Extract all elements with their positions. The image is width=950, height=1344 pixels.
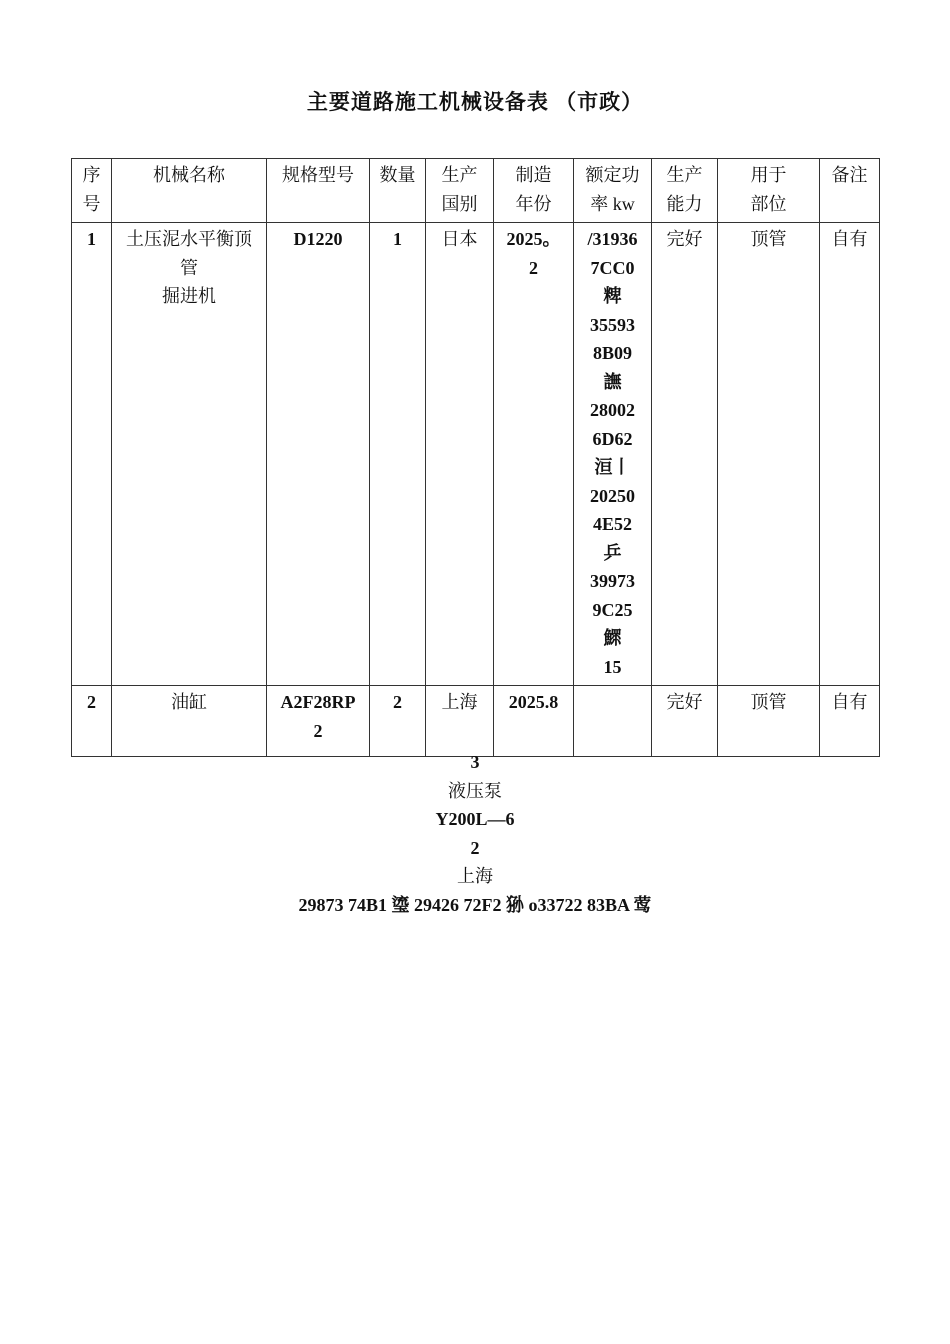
cell-country: 日本 — [426, 223, 494, 686]
cell-capacity: 完好 — [652, 223, 718, 686]
cell-index: 1 — [72, 223, 112, 686]
table-row — [72, 223, 880, 686]
header-index: 序 号 — [72, 159, 112, 223]
cell-year: 2025.8 — [494, 686, 574, 757]
cell-usage: 顶管 — [718, 223, 820, 686]
cell-remark: 自有 — [820, 686, 880, 757]
header-usage: 用于 部位 — [718, 159, 820, 223]
header-country: 生产 国别 — [426, 159, 494, 223]
cell-model: D1220 — [267, 223, 370, 686]
cell-quantity: 1 — [370, 223, 426, 686]
header-year: 制造 年份 — [494, 159, 574, 223]
cell-machine-name: 油缸 — [112, 686, 267, 757]
equipment-table — [71, 158, 880, 757]
overflow-line: 2 — [470, 837, 480, 858]
header-quantity: 数量 — [370, 159, 426, 223]
cell-model: A2F28RP 2 — [267, 686, 370, 757]
overflow-line: Y200L—6 — [435, 809, 515, 829]
cell-index: 2 — [72, 686, 112, 757]
cell-rated-power: /31936 7CC0 粺 35593 8B09 譕 28002 6D62 洹丨 20250 4E52 乒 39973 9C25 鰥 15 — [574, 223, 652, 686]
header-model: 规格型号 — [267, 159, 370, 223]
cell-machine-name: 土压泥水平衡顶 管 掘进机 — [112, 223, 267, 686]
overflow-text-block — [0, 748, 950, 919]
overflow-line: 上海 — [457, 866, 493, 886]
cell-year: 2025。 2 — [494, 223, 574, 686]
cell-usage: 顶管 — [718, 686, 820, 757]
header-capacity: 生产 能力 — [652, 159, 718, 223]
table-header-row — [72, 159, 880, 223]
document-title: 主要道路施工机械设备表 （市政） — [306, 90, 644, 114]
header-machine-name: 机械名称 — [112, 159, 267, 223]
header-remark: 备注 — [820, 159, 880, 223]
cell-quantity: 2 — [370, 686, 426, 757]
overflow-line: 液压泵 — [448, 780, 502, 801]
cell-rated-power — [574, 686, 652, 757]
cell-remark: 自有 — [820, 223, 880, 686]
overflow-line: 3 — [470, 752, 480, 772]
cell-capacity: 完好 — [652, 686, 718, 757]
overflow-line: 29873 74B1 瑬 29426 72F2 狲 o33722 83BA 莺 — [298, 894, 652, 915]
header-rated-power: 额定功 率 kw — [574, 159, 652, 223]
table-row — [72, 686, 880, 757]
cell-country: 上海 — [426, 686, 494, 757]
